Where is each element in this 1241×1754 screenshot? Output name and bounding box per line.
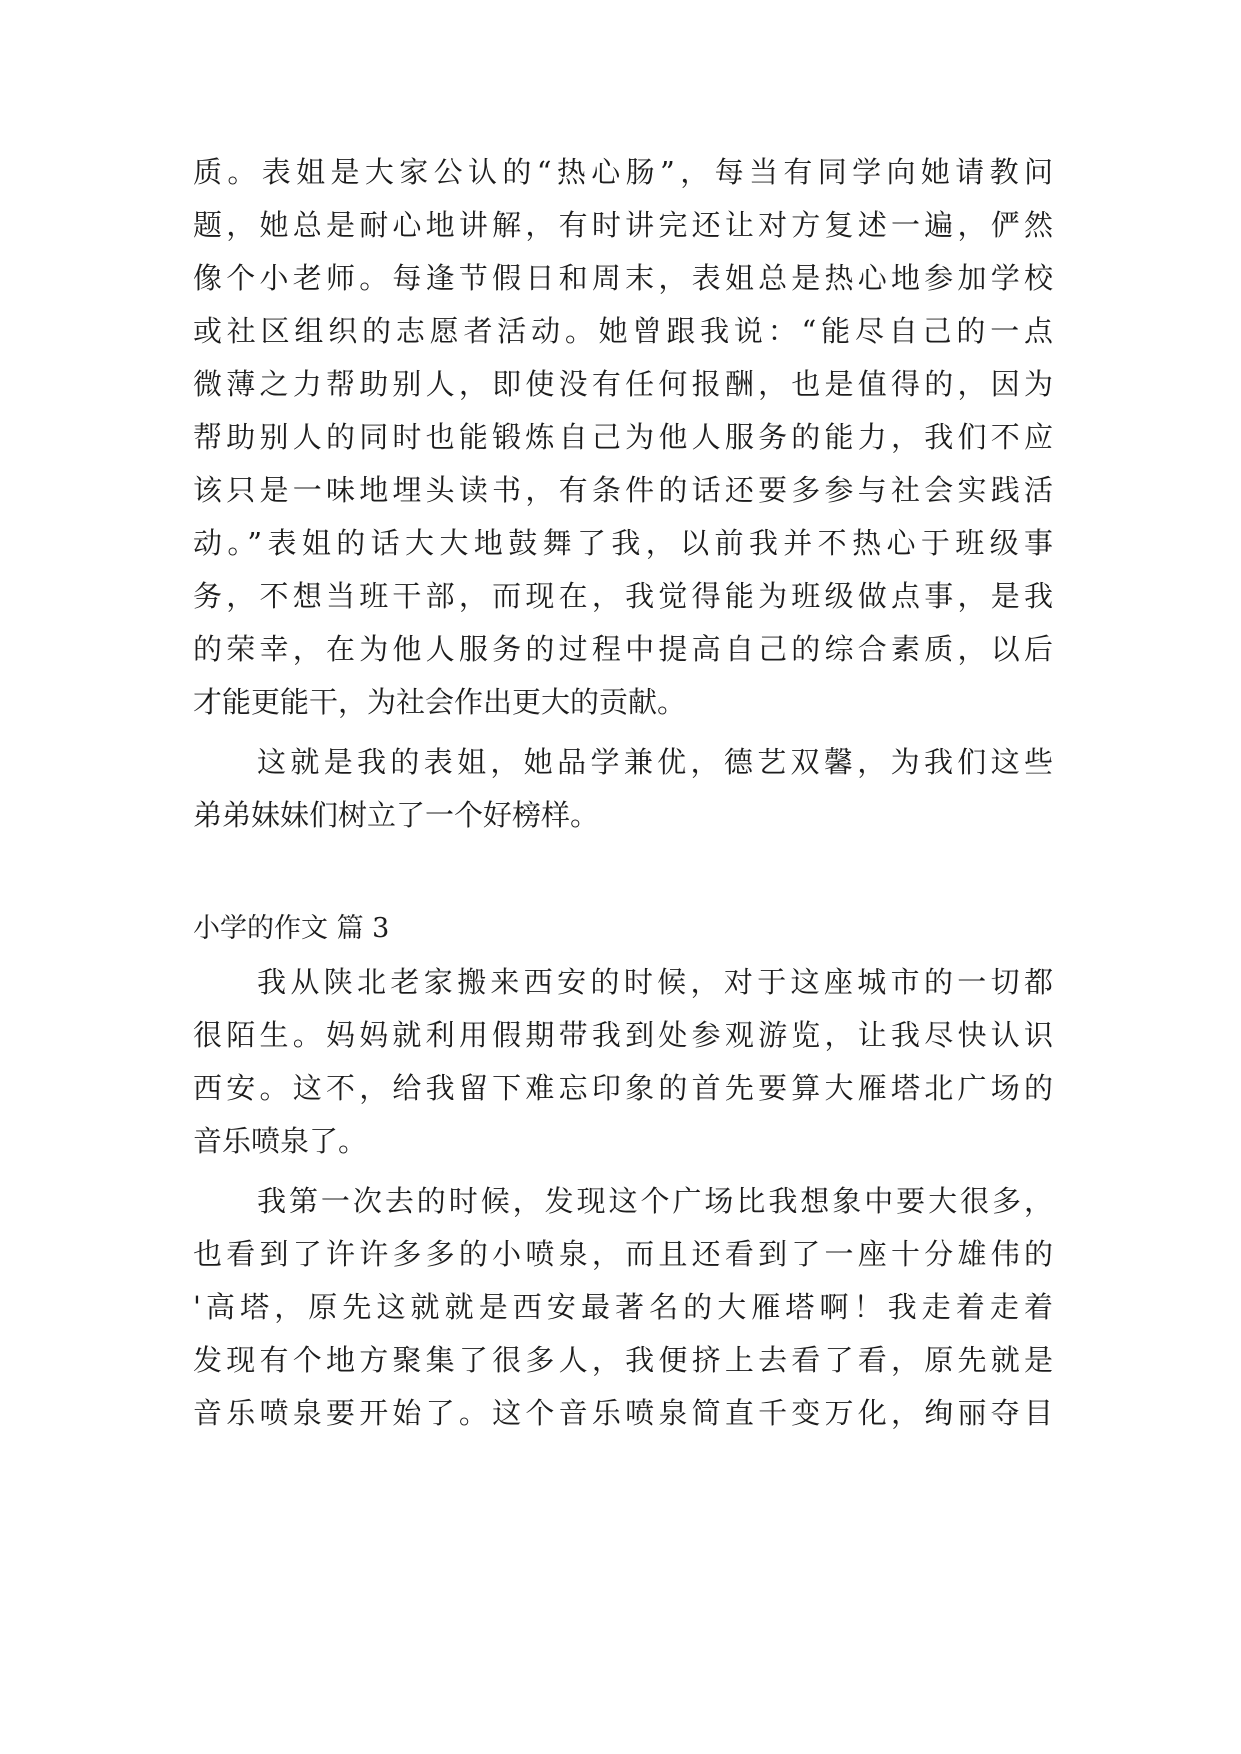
text-line: 我第一次去的时候，发现这个广场比我想象中要大很多， [257,1184,1053,1218]
text-line: 质。表姐是大家公认的“热心肠”，每当有同学向她请教问 [193,155,1053,189]
text-line: '高塔，原先这就就是西安最著名的大雁塔啊！我走着走着 [193,1290,1053,1324]
text-line: 该只是一味地埋头读书，有条件的话还要多参与社会实践活 [193,473,1053,507]
text-line: 也看到了许许多多的小喷泉，而且还看到了一座十分雄伟的 [193,1237,1053,1271]
text-line: 音乐喷泉了。 [193,1124,368,1158]
text-line: 或社区组织的志愿者活动。她曾跟我说：“能尽自己的一点 [193,314,1053,348]
text-line: 发现有个地方聚集了很多人，我便挤上去看了看，原先就是 [193,1343,1053,1377]
text-line: 题，她总是耐心地讲解，有时讲完还让对方复述一遍，俨然 [193,208,1053,242]
text-line: 帮助别人的同时也能锻炼自己为他人服务的能力，我们不应 [193,420,1053,454]
text-line: 像个小老师。每逢节假日和周末，表姐总是热心地参加学校 [193,261,1053,295]
text-line: 西安。这不，给我留下难忘印象的首先要算大雁塔北广场的 [193,1071,1053,1105]
text-line: 的荣幸，在为他人服务的过程中提高自己的综合素质，以后 [193,632,1053,666]
text-line: 动。”表姐的话大大地鼓舞了我，以前我并不热心于班级事 [193,526,1053,560]
text-line: 微薄之力帮助别人，即使没有任何报酬，也是值得的，因为 [193,367,1053,401]
essay-title: 小学的作文 篇 3 [193,913,390,944]
text-line: 才能更能干，为社会作出更大的贡献。 [193,685,687,719]
text-line: 很陌生。妈妈就利用假期带我到处参观游览，让我尽快认识 [193,1018,1053,1052]
text-line: 我从陕北老家搬来西安的时候，对于这座城市的一切都 [257,965,1053,999]
text-line: 弟弟妹妹们树立了一个好榜样。 [193,798,600,832]
text-line: 务，不想当班干部，而现在，我觉得能为班级做点事，是我 [193,579,1053,613]
text-line: 这就是我的表姐，她品学兼优，德艺双馨，为我们这些 [257,745,1053,779]
text-line: 音乐喷泉要开始了。这个音乐喷泉简直千变万化，绚丽夺目 [193,1396,1053,1430]
